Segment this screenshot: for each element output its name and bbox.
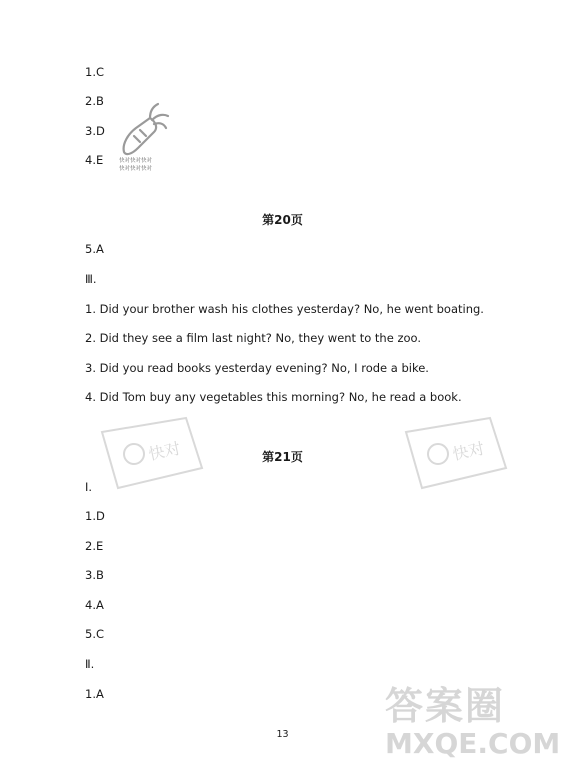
section-label: Ⅲ.	[85, 272, 97, 286]
sentence-line: 3. Did you read books yesterday evening? No, I rode a bike.	[85, 361, 429, 375]
carrot-caption	[119, 157, 169, 173]
answer-line: 5.C	[85, 627, 105, 641]
page-heading-21: 第21页	[262, 450, 303, 464]
watermark-text: 快对	[450, 438, 487, 464]
answer-line: 3.D	[85, 124, 105, 138]
answer-line: 4.A	[85, 598, 104, 612]
answer-line: 1.C	[85, 65, 105, 79]
answer-line: 3.B	[85, 568, 104, 582]
sentence-line: 4. Did Tom buy any vegetables this morning? No, he read a book.	[85, 390, 462, 404]
watermark-text: 快对	[146, 438, 183, 464]
watermark-url: MXQE.COM	[385, 727, 561, 760]
page-number: 13	[276, 729, 289, 740]
section-label: I.	[85, 480, 93, 494]
sentence-line: 1. Did your brother wash his clothes yesterday? No, he went boating.	[85, 302, 484, 316]
page-heading-20: 第20页	[262, 213, 303, 227]
answer-line: 1.D	[85, 509, 105, 523]
sentence-line: 2. Did they see a film last night? No, they went to the zoo.	[85, 331, 422, 345]
carrot-caption-line: 快对快对快对	[119, 158, 153, 164]
section-label: Ⅱ.	[85, 657, 95, 671]
answer-line: 2.E	[85, 539, 104, 553]
answer-line: 2.B	[85, 94, 104, 108]
answer-line: 5.A	[85, 242, 104, 256]
answer-line: 4.E	[85, 153, 104, 167]
watermark-title: 答案圈	[385, 684, 506, 728]
carrot-logo-icon	[114, 100, 170, 162]
answer-line: 1.A	[85, 687, 104, 701]
carrot-caption-line: 快对快对快对	[119, 166, 153, 172]
